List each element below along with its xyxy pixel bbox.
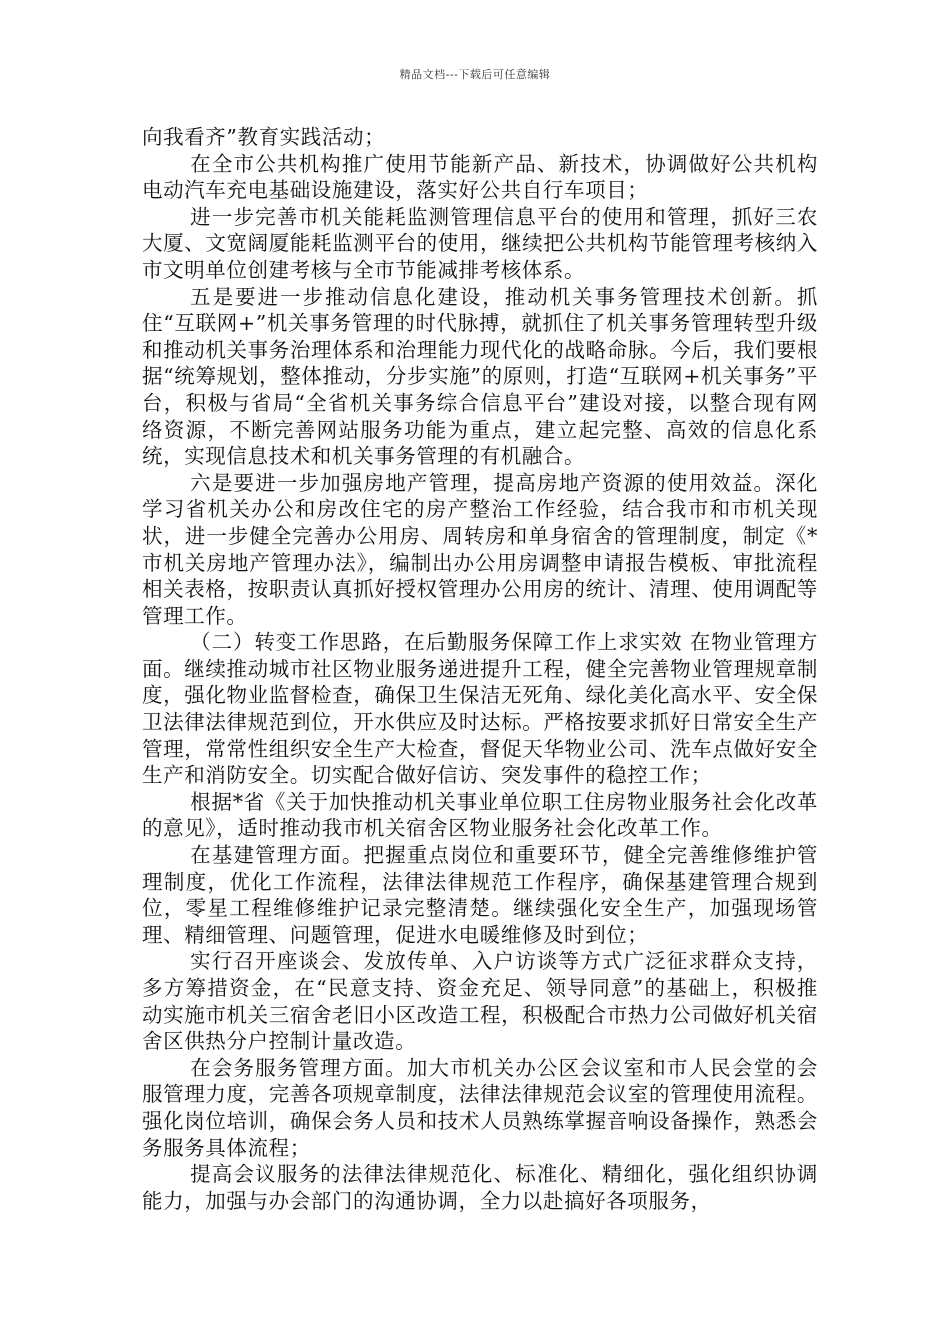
paragraph: 在会务服务管理方面。加大市机关办公区会议室和市人民会堂的会服管理力度，完善各项规章制度，法律法律规范会议室的管理使用流程。强化岗位培训，确保会务人员和技术人员熟练掌握音响设备操作，熟悉会务服务具体流程； xyxy=(142,1055,818,1160)
paragraph: 实行召开座谈会、发放传单、入户访谈等方式广泛征求群众支持，多方筹措资金，在“民意支持、资金充足、领导同意”的基础上，积极推动实施市机关三宿舍老旧小区改造工程，积极配合市热力公司做好机关宿舍区供热分户控制计量改造。 xyxy=(142,949,818,1054)
paragraph: 进一步完善市机关能耗监测管理信息平台的使用和管理，抓好三农大厦、文宽阔厦能耗监测平台的使用，继续把公共机构节能管理考核纳入市文明单位创建考核与全市节能减排考核体系。 xyxy=(142,204,818,282)
paragraph: （二）转变工作思路，在后勤服务保障工作上求实效 在物业管理方面。继续推动城市社区物业服务递进提升工程，健全完善物业管理规章制度，强化物业监督检查，确保卫生保洁无死角、绿化美化高水平、安全保卫法律法律规范到位，开水供应及时达标。严格按要求抓好日常安全生产管理，常常性组织安全生产大检查，督促天华物业公司、洗车点做好安全生产和消防安全。切实配合做好信访、突发事件的稳控工作； xyxy=(142,630,818,788)
paragraph: 在全市公共机构推广使用节能新产品、新技术，协调做好公共机构电动汽车充电基础设施建设，落实好公共自行车项目； xyxy=(142,151,818,203)
document-body xyxy=(142,124,818,1214)
paragraph: 六是要进一步加强房地产管理，提高房地产资源的使用效益。深化学习省机关办公和房改住宅的房产整治工作经验，结合我市和市机关现状，进一步健全完善办公用房、周转房和单身宿舍的管理制度，制定《*市机关房地产管理办法》，编制出办公用房调整申请报告模板、审批流程相关表格，按职责认真抓好授权管理办公用房的统计、清理、使用调配等管理工作。 xyxy=(142,470,818,628)
paragraph: 提高会议服务的法律法律规范化、标准化、精细化，强化组织协调能力，加强与办会部门的沟通协调，全力以赴搞好各项服务， xyxy=(142,1162,818,1213)
paragraph: 根据*省《关于加快推动机关事业单位职工住房物业服务社会化改革的意见》，适时推动我市机关宿舍区物业服务社会化改革工作。 xyxy=(142,789,818,841)
paragraph: 向我看齐”教育实践活动； xyxy=(142,125,386,149)
page-header: 精品文档---下载后可任意编辑 xyxy=(399,68,551,81)
paragraph: 在基建管理方面。把握重点岗位和重要环节，健全完善维修维护管理制度，优化工作流程，法律法律规范工作程序，确保基建管理合规到位，零星工程维修维护记录完整清楚。继续强化安全生产，加强现场管理、精细管理、问题管理，促进水电暖维修及时到位； xyxy=(142,843,818,947)
paragraph: 五是要进一步推动信息化建设，推动机关事务管理技术创新。抓住“互联网+”机关事务管理的时代脉搏，就抓住了机关事务管理转型升级和推动机关事务治理体系和治理能力现代化的战略命脉。今后，我们要根据“统筹规划，整体推动，分步实施”的原则，打造“互联网+机关事务”平台，积极与省局“全省机关事务综合信息平台”建设对接，以整合现有网络资源，不断完善网站服务功能为重点，建立起完整、高效的信息化系统，实现信息技术和机关事务管理的有机融合。 xyxy=(142,284,818,469)
